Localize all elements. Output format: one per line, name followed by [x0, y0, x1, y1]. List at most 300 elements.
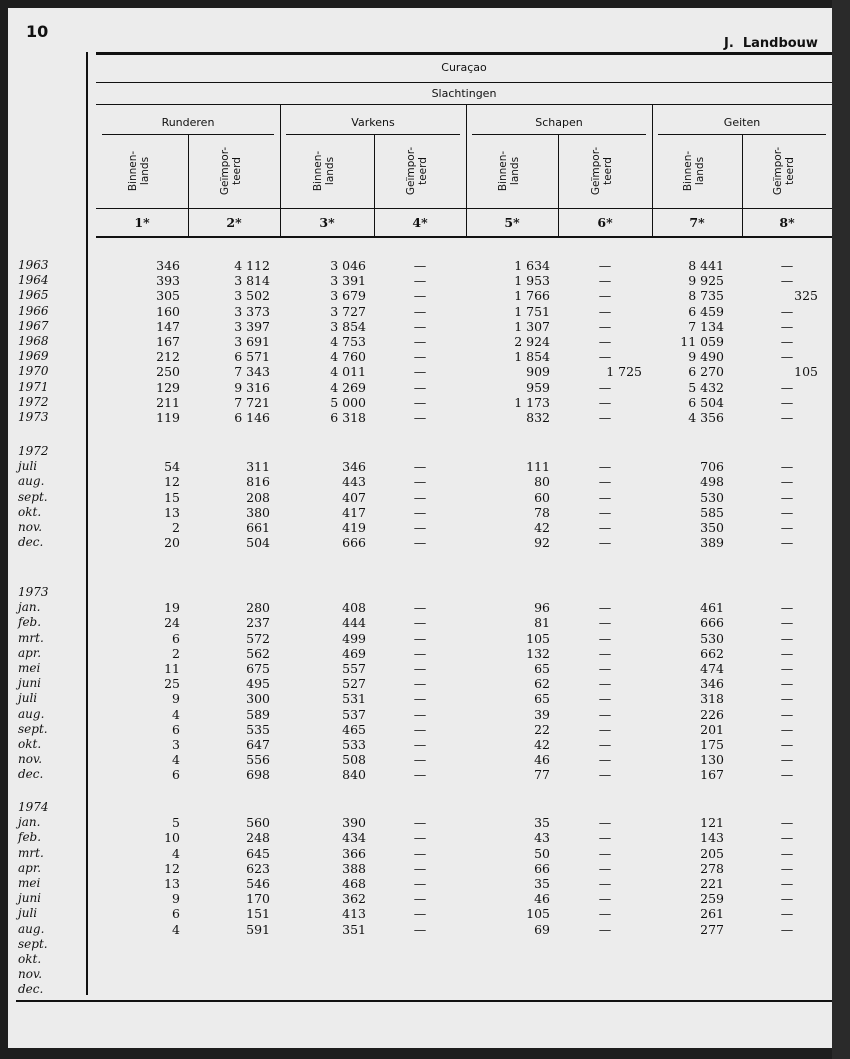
table-cell: — [780, 921, 794, 937]
table-cell: 407 [342, 489, 366, 505]
page-edge [832, 0, 850, 1059]
subhead-2: Geïmpor- teerd [219, 146, 243, 196]
section-year-label: 1973 [18, 585, 49, 599]
table-cell: — [780, 676, 794, 692]
table-cell: 556 [246, 752, 270, 768]
table-cell: 469 [342, 645, 366, 661]
table-cell: 461 [700, 600, 724, 616]
table-cell: 4 760 [330, 349, 366, 365]
table-cell: — [413, 273, 427, 289]
table-cell: 54 [164, 459, 180, 475]
table-cell: — [780, 379, 794, 395]
table-cell: 105 [526, 630, 550, 646]
table-cell: 42 [534, 737, 550, 752]
row-label: okt. [18, 952, 42, 966]
table-cell: — [780, 318, 794, 334]
table-cell: — [598, 535, 612, 551]
stub-rule [86, 52, 88, 995]
row-label: juli [18, 691, 38, 706]
row-label: 1969 [18, 349, 49, 364]
table-bottom-rule [16, 1000, 832, 1002]
table-cell: — [413, 721, 427, 737]
table-cell: 508 [342, 752, 366, 768]
column-number-6: 6* [597, 215, 613, 230]
table-cell: — [413, 504, 427, 520]
table-cell: — [598, 921, 612, 937]
table-cell: 4 753 [330, 334, 366, 349]
column-number-4: 4* [412, 215, 428, 230]
table-cell: 6 146 [234, 410, 270, 425]
table-cell: 1 173 [514, 394, 550, 410]
table-cell: — [413, 288, 427, 304]
table-cell: 208 [246, 489, 270, 505]
region-rule [96, 82, 832, 83]
table-cell: 305 [156, 288, 180, 304]
column-number-3: 3* [319, 215, 335, 230]
table-cell: 9 925 [688, 273, 724, 289]
table-cell: — [598, 273, 612, 289]
table-cell: 160 [156, 303, 180, 319]
table-cell: 362 [342, 891, 366, 907]
row-label: dec. [18, 535, 44, 550]
table-cell: — [598, 630, 612, 646]
table-cell: — [780, 504, 794, 520]
table-cell: — [413, 767, 427, 783]
table-cell: — [598, 721, 612, 737]
table-cell: 39 [534, 706, 550, 722]
table-cell: — [598, 876, 612, 891]
column-number-8: 8* [779, 215, 795, 230]
table-cell: 9 490 [688, 349, 724, 365]
table-cell: 562 [246, 645, 270, 661]
table-cell: 280 [246, 600, 270, 616]
table-cell: 1 751 [514, 303, 550, 319]
table-cell: 8 441 [688, 258, 724, 273]
table-cell: — [598, 661, 612, 676]
table-cell: 8 735 [688, 288, 724, 304]
table-cell: — [413, 661, 427, 676]
subhead-8: Geïmpor- teerd [772, 146, 796, 196]
table-cell: 4 269 [330, 379, 366, 395]
table-cell: 175 [700, 737, 724, 752]
subhead-5: Binnen- lands [497, 150, 521, 192]
table-cell: 959 [526, 379, 550, 395]
table-cell: — [780, 520, 794, 535]
subhead-3: Binnen- lands [312, 150, 336, 192]
table-cell: 3 502 [234, 288, 270, 304]
table-cell: 50 [534, 845, 550, 861]
table-cell: 413 [342, 906, 366, 922]
table-cell: 662 [700, 645, 724, 661]
table-cell: 111 [526, 459, 550, 475]
row-label: 1964 [18, 273, 49, 288]
table-cell: 909 [526, 364, 550, 380]
table-cell: 3 373 [234, 303, 270, 319]
table-cell: 105 [526, 906, 550, 922]
table-cell: 259 [700, 891, 724, 907]
table-cell: — [413, 379, 427, 395]
row-label: mrt. [18, 845, 44, 860]
table-cell: — [780, 489, 794, 505]
table-cell: — [413, 364, 427, 380]
running-head: J. Landbouw [724, 36, 818, 51]
table-cell: 11 [164, 661, 180, 676]
table-cell: — [598, 815, 612, 831]
table-cell: — [413, 303, 427, 319]
table-cell: 346 [156, 258, 180, 273]
table-cell: 666 [342, 535, 366, 551]
table-cell: 78 [534, 504, 550, 520]
table-cell: 3 854 [330, 318, 366, 334]
row-label: okt. [18, 737, 42, 751]
table-cell: 43 [534, 830, 550, 846]
table-cell: — [780, 906, 794, 922]
subhead-rule [96, 208, 832, 209]
table-cell: 840 [342, 767, 366, 783]
section-year-label: 1972 [18, 444, 49, 458]
table-cell: — [780, 535, 794, 551]
table-cell: — [413, 706, 427, 722]
table-cell: 6 [172, 906, 180, 922]
row-label: aug. [18, 921, 45, 936]
table-cell: 527 [342, 676, 366, 692]
table-cell: 22 [534, 721, 550, 737]
row-label: juni [18, 891, 42, 906]
subhead-4: Geïmpor- teerd [405, 146, 429, 196]
table-cell: — [413, 645, 427, 661]
table-cell: — [780, 706, 794, 722]
table-cell: — [780, 661, 794, 676]
table-cell: — [413, 474, 427, 490]
table-cell: 4 [172, 752, 180, 768]
table-cell: 661 [246, 520, 270, 535]
table-cell: 65 [534, 691, 550, 707]
table-cell: 12 [164, 474, 180, 490]
table-cell: 3 691 [234, 334, 270, 349]
table-cell: — [413, 630, 427, 646]
table-cell: 65 [534, 661, 550, 676]
table-cell: 6 [172, 630, 180, 646]
table-cell: — [413, 258, 427, 273]
section-year-label: 1974 [18, 800, 49, 814]
row-label: feb. [18, 615, 42, 630]
table-cell: — [780, 691, 794, 707]
table-cell: 7 721 [234, 394, 270, 410]
table-cell: 3 [172, 737, 180, 752]
table-cell: — [598, 615, 612, 631]
table-cell: 531 [342, 691, 366, 707]
table-cell: 535 [246, 721, 270, 737]
table-cell: 60 [534, 489, 550, 505]
table-cell: 42 [534, 520, 550, 535]
table-cell: 7 134 [688, 318, 724, 334]
table-cell: — [413, 535, 427, 551]
table-cell: 380 [246, 504, 270, 520]
table-cell: 530 [700, 489, 724, 505]
table-cell: 2 [172, 520, 180, 535]
group-underline [472, 134, 646, 135]
row-label: jan. [18, 815, 41, 830]
topic-rule [96, 104, 832, 105]
table-cell: — [413, 459, 427, 475]
table-cell: 277 [700, 921, 724, 937]
table-cell: 130 [700, 752, 724, 768]
table-cell: — [780, 600, 794, 616]
row-label: juni [18, 676, 42, 691]
table-cell: 5 432 [688, 379, 724, 395]
table-cell: 119 [156, 410, 180, 425]
table-cell: — [598, 706, 612, 722]
table-cell: 212 [156, 349, 180, 365]
row-label: 1971 [18, 379, 49, 394]
table-cell: 6 504 [688, 394, 724, 410]
column-number-1: 1* [134, 215, 150, 230]
table-cell: 5 [172, 815, 180, 831]
table-cell: 2 [172, 645, 180, 661]
table-cell: — [598, 906, 612, 922]
page-number: 10 [26, 22, 49, 41]
row-label: mrt. [18, 630, 44, 645]
table-cell: 346 [342, 459, 366, 475]
table-cell: 20 [164, 535, 180, 551]
table-cell: 706 [700, 459, 724, 475]
table-cell: — [413, 615, 427, 631]
table-cell: — [413, 410, 427, 425]
table-cell: 1 725 [606, 364, 642, 380]
table-cell: — [780, 891, 794, 907]
table-cell: 46 [534, 891, 550, 907]
table-cell: — [780, 860, 794, 876]
row-label: nov. [18, 967, 43, 982]
table-cell: 408 [342, 600, 366, 616]
table-cell: — [598, 860, 612, 876]
subhead-7: Binnen- lands [682, 150, 706, 192]
table-cell: 698 [246, 767, 270, 783]
table-cell: 390 [342, 815, 366, 831]
table-cell: — [598, 474, 612, 490]
table-cell: — [413, 845, 427, 861]
table-cell: — [780, 615, 794, 631]
table-cell: 2 924 [514, 334, 550, 349]
table-cell: 546 [246, 876, 270, 891]
subhead-1: Binnen- lands [127, 150, 151, 192]
table-cell: 80 [534, 474, 550, 490]
row-label: nov. [18, 752, 43, 767]
table-cell: 170 [246, 891, 270, 907]
row-label: mei [18, 876, 41, 890]
table-cell: 3 391 [330, 273, 366, 289]
table-cell: 19 [164, 600, 180, 616]
table-cell: 3 397 [234, 318, 270, 334]
table-cell: 434 [342, 830, 366, 846]
table-cell: 35 [534, 815, 550, 831]
group-heading-geiten: Geiten [723, 116, 761, 129]
table-cell: 66 [534, 860, 550, 876]
table-cell: 645 [246, 845, 270, 861]
table-cell: — [598, 504, 612, 520]
table-cell: — [780, 303, 794, 319]
table-cell: 1 953 [514, 273, 550, 289]
column-number-7: 7* [689, 215, 705, 230]
table-cell: 647 [246, 737, 270, 752]
table-cell: 465 [342, 721, 366, 737]
subhead-6: Geïmpor- teerd [590, 146, 614, 196]
table-cell: — [413, 921, 427, 937]
table-cell: — [413, 334, 427, 349]
table-cell: 4 [172, 921, 180, 937]
table-cell: 261 [700, 906, 724, 922]
table-cell: 591 [246, 921, 270, 937]
table-cell: — [598, 318, 612, 334]
row-label: okt. [18, 504, 42, 519]
row-label: 1972 [18, 394, 49, 409]
table-cell: — [598, 830, 612, 846]
table-cell: 417 [342, 504, 366, 520]
table-cell: 4 356 [688, 410, 724, 425]
table-cell: 530 [700, 630, 724, 646]
table-cell: 4 112 [234, 258, 270, 273]
topic-heading: Slachtingen [431, 87, 497, 100]
table-cell: 6 [172, 721, 180, 737]
row-label: mei [18, 661, 41, 675]
table-cell: — [780, 815, 794, 831]
table-cell: 10 [164, 830, 180, 846]
table-cell: — [413, 752, 427, 768]
table-cell: 96 [534, 600, 550, 616]
table-cell: 105 [794, 364, 818, 380]
table-cell: — [413, 676, 427, 692]
table-cell: 495 [246, 676, 270, 692]
table-cell: 3 046 [330, 258, 366, 273]
table-cell: 832 [526, 410, 550, 425]
row-label: 1963 [18, 258, 49, 272]
table-cell: — [413, 815, 427, 831]
table-cell: 1 854 [514, 349, 550, 365]
table-cell: — [780, 394, 794, 410]
table-cell: — [413, 860, 427, 876]
table-cell: — [598, 520, 612, 535]
table-cell: 15 [164, 489, 180, 505]
table-cell: 4 011 [330, 364, 366, 380]
table-cell: — [598, 303, 612, 319]
table-cell: 4 [172, 706, 180, 722]
table-cell: — [413, 394, 427, 410]
table-cell: 201 [700, 721, 724, 737]
table-cell: 311 [246, 459, 270, 475]
table-cell: 388 [342, 860, 366, 876]
table-cell: — [413, 830, 427, 846]
table-cell: 13 [164, 504, 180, 520]
table-cell: 69 [534, 921, 550, 937]
table-cell: 9 [172, 891, 180, 907]
table-cell: 11 059 [680, 334, 724, 349]
row-label: apr. [18, 860, 42, 875]
row-label: apr. [18, 645, 42, 660]
table-cell: 121 [700, 815, 724, 831]
table-cell: 132 [526, 645, 550, 661]
table-cell: 1 307 [514, 318, 550, 334]
table-cell: 468 [342, 876, 366, 891]
table-cell: 666 [700, 615, 724, 631]
table-cell: — [780, 459, 794, 475]
table-cell: — [598, 489, 612, 505]
header-bottom-rule [96, 236, 832, 238]
statistics-page [8, 8, 832, 1048]
table-cell: — [598, 737, 612, 752]
table-cell: 389 [700, 535, 724, 551]
row-label: sept. [18, 489, 48, 504]
row-label: sept. [18, 721, 48, 736]
table-cell: — [780, 767, 794, 783]
table-cell: 81 [534, 615, 550, 631]
table-cell: 419 [342, 520, 366, 535]
table-cell: 499 [342, 630, 366, 646]
table-cell: — [413, 906, 427, 922]
table-cell: — [780, 830, 794, 846]
row-label: dec. [18, 767, 44, 782]
table-cell: — [780, 334, 794, 349]
table-cell: 560 [246, 815, 270, 831]
table-cell: 211 [156, 394, 180, 410]
table-cell: 589 [246, 706, 270, 722]
table-cell: 325 [794, 288, 818, 304]
table-cell: 129 [156, 379, 180, 395]
table-cell: — [598, 379, 612, 395]
row-label: 1970 [18, 364, 49, 379]
column-number-2: 2* [226, 215, 242, 230]
table-cell: — [413, 600, 427, 616]
table-cell: — [598, 459, 612, 475]
table-cell: 25 [164, 676, 180, 692]
table-cell: 92 [534, 535, 550, 551]
row-label: nov. [18, 520, 43, 534]
table-cell: 147 [156, 318, 180, 334]
table-cell: 585 [700, 504, 724, 520]
table-cell: 237 [246, 615, 270, 631]
table-cell: 3 727 [330, 303, 366, 319]
table-cell: — [780, 845, 794, 861]
table-cell: — [780, 876, 794, 891]
table-cell: 62 [534, 676, 550, 692]
row-label: 1968 [18, 334, 49, 348]
table-cell: — [780, 645, 794, 661]
table-cell: — [780, 721, 794, 737]
row-label: aug. [18, 706, 45, 721]
table-cell: 504 [246, 535, 270, 551]
table-cell: 226 [700, 706, 724, 722]
table-cell: — [413, 349, 427, 365]
group-heading-schapen: Schapen [535, 116, 583, 129]
table-cell: 5 000 [330, 394, 366, 410]
table-cell: 443 [342, 474, 366, 490]
table-cell: 46 [534, 752, 550, 768]
table-cell: — [598, 394, 612, 410]
table-cell: — [413, 737, 427, 752]
table-cell: 6 571 [234, 349, 270, 365]
row-label: sept. [18, 936, 48, 951]
table-cell: 318 [700, 691, 724, 707]
table-cell: 9 316 [234, 379, 270, 395]
table-cell: — [413, 318, 427, 334]
table-cell: 167 [700, 767, 724, 783]
table-cell: 205 [700, 845, 724, 861]
table-cell: — [598, 767, 612, 783]
region-heading: Curaçao [441, 61, 487, 74]
table-cell: 498 [700, 474, 724, 490]
table-cell: — [413, 520, 427, 535]
table-cell: 533 [342, 737, 366, 752]
table-cell: — [598, 691, 612, 707]
